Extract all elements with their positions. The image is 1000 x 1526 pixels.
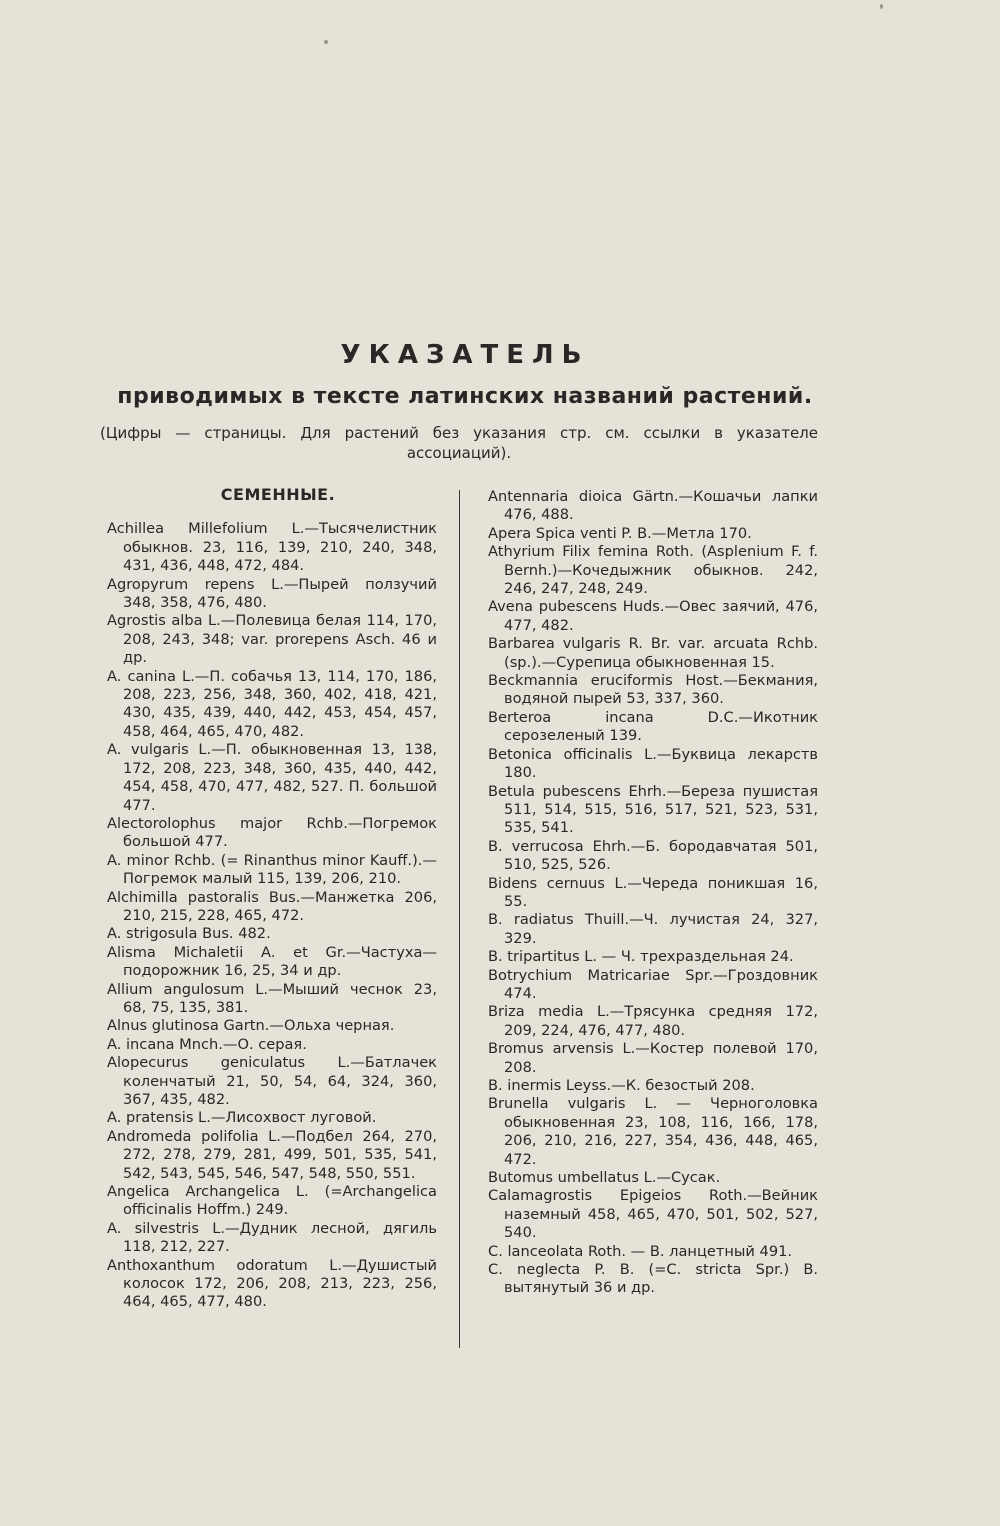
index-entry: A. minor Rchb. (= Rinanthus minor Kauff.).—Погремок малый 115, 139, 206, 210.	[107, 851, 437, 888]
index-entry: Alopecurus geniculatus L.—Батлачек коленчатый 21, 50, 54, 64, 324, 360, 367, 435, 482.	[107, 1054, 437, 1108]
index-entry: Agrostis alba L.—Полевица белая 114, 170, 208, 243, 348; var. prorepens Asch. 46 и др.	[107, 612, 437, 667]
index-entry: Antennaria dioica Gärtn.—Кошачьи лапки 476, 488.	[488, 488, 818, 524]
index-entry: Bromus arvensis L.—Костер полевой 170, 208.	[488, 1040, 818, 1076]
index-entry: B. inermis Leyss.—К. безостый 208.	[488, 1077, 755, 1094]
index-entry: Alnus glutinosa Gartn.—Ольха черная.	[107, 1017, 395, 1035]
index-entry: Alchimilla pastoralis Bus.—Манжетка 206, 210, 215, 228, 465, 472.	[107, 888, 437, 924]
index-entry: Avena pubescens Huds.—Овес заячий, 476, 477, 482.	[488, 598, 818, 634]
index-entry: Anthoxanthum odoratum L.—Душистый колосок 172, 206, 208, 213, 223, 256, 464, 465, 477, 480.	[107, 1256, 437, 1311]
paper-speck	[324, 40, 328, 44]
index-entry: A. incana Mnch.—О. серая.	[107, 1035, 307, 1053]
right-column	[488, 488, 818, 1298]
index-entry: Butomus umbellatus L.—Сусак.	[488, 1169, 721, 1187]
index-entry: Angelica Archangelica L. (=Archangelica officinalis Hoffm.) 249.	[107, 1183, 437, 1219]
page-title: УКАЗАТЕЛЬ	[340, 340, 590, 370]
index-entry: Brunella vulgaris L. — Черноголовка обыкновенная 23, 108, 116, 166, 178, 206, 210, 216, 227, 354, 436, 448, 465, 472.	[488, 1095, 818, 1168]
section-heading: СЕМЕННЫЕ.	[220, 485, 336, 504]
index-entry: Alisma Michaletii A. et Gr.—Частуха—подорожник 16, 25, 34 и др.	[107, 943, 437, 980]
index-entry: Beckmannia eruciformis Host.—Бекмания, водяной пырей 53, 337, 360.	[488, 672, 818, 708]
index-entry: B. verrucosa Ehrh.—Б. бородавчатая 501, 510, 525, 526.	[488, 837, 818, 874]
index-entry: A. silvestris L.—Дудник лесной, дягиль 118, 212, 227.	[107, 1219, 437, 1256]
left-column	[107, 486, 437, 1312]
index-entry: B. tripartitus L. — Ч. трехраздельная 24.	[488, 948, 794, 966]
index-entry: A. pratensis L.—Лисохвост луговой.	[107, 1109, 377, 1127]
index-entry: Apera Spica venti P. B.—Метла 170.	[488, 524, 752, 542]
index-entry: Andromeda polifolia L.—Подбел 264, 270, 272, 278, 279, 281, 499, 501, 535, 541, 542, 543, 545, 546, 547, 548, 550, 551.	[107, 1127, 437, 1182]
explanatory-note: (Цифры — страницы. Для растений без указания стр. см. ссылки в указателе ассоциаций).	[100, 424, 818, 462]
index-entry: Agropyrum repens L.—Пырей ползучий 348, 358, 476, 480.	[107, 575, 437, 612]
index-entry: Barbarea vulgaris R. Br. var. arcuata Rchb. (sp.).—Сурепица обыкновенная 15.	[488, 635, 818, 671]
index-entry: Athyrium Filix femina Roth. (Asplenium F. f. Bernh.)—Кочедыжник обыкнов. 242, 246, 247, 248, 249.	[488, 543, 818, 598]
index-entry: A. canina L.—П. собачья 13, 114, 170, 186, 208, 223, 256, 348, 360, 402, 418, 421, 430, 435, 439, 440, 442, 453, 454, 457, 458, 464, 465, 470, 482.	[107, 667, 437, 740]
paper-speck	[880, 4, 883, 9]
index-entry: Berteroa incana D.C.—Икотник серозеленый 139.	[488, 708, 818, 745]
index-entry: Calamagrostis Epigeios Roth.—Вейник наземный 458, 465, 470, 501, 502, 527, 540.	[488, 1187, 818, 1242]
index-entry: Alectorolophus major Rchb.—Погремок большой 477.	[107, 814, 437, 851]
index-entry: C. lanceolata Roth. — В. ланцетный 491.	[488, 1242, 793, 1260]
index-entry: Betula pubescens Ehrh.—Береза пушистая 511, 514, 515, 516, 517, 521, 523, 531, 535, 541.	[488, 782, 818, 837]
index-entry: B. radiatus Thuill.—Ч. лучистая 24, 327, 329.	[488, 911, 818, 947]
index-entry: Bidens cernuus L.—Череда поникшая 16, 55.	[488, 874, 818, 910]
index-entry: Betonica officinalis L.—Буквица лекарств 180.	[488, 745, 818, 782]
index-entry: Botrychium Matricariae Spr.—Гроздовник 474.	[488, 966, 818, 1002]
index-entry: A. strigosula Bus. 482.	[107, 925, 271, 943]
index-entry: C. neglecta P. B. (=C. stricta Spr.) В. вытянутый 36 и др.	[488, 1261, 818, 1297]
index-entry: Achillea Millefolium L.—Тысячелистник обыкнов. 23, 116, 139, 210, 240, 348, 431, 436, 448, 472, 484.	[107, 520, 437, 575]
column-divider	[459, 490, 460, 1348]
index-entry: A. vulgaris L.—П. обыкновенная 13, 138, 172, 208, 223, 348, 360, 435, 440, 442, 454, 458, 470, 477, 482, 527. П. большой 477.	[107, 741, 437, 814]
index-entry: Briza media L.—Трясунка средняя 172, 209, 224, 476, 477, 480.	[488, 1003, 818, 1039]
page-subtitle: приводимых в тексте латинских названий растений.	[117, 384, 813, 409]
index-entry: Allium angulosum L.—Мыший чеснок 23, 68, 75, 135, 381.	[107, 980, 437, 1016]
